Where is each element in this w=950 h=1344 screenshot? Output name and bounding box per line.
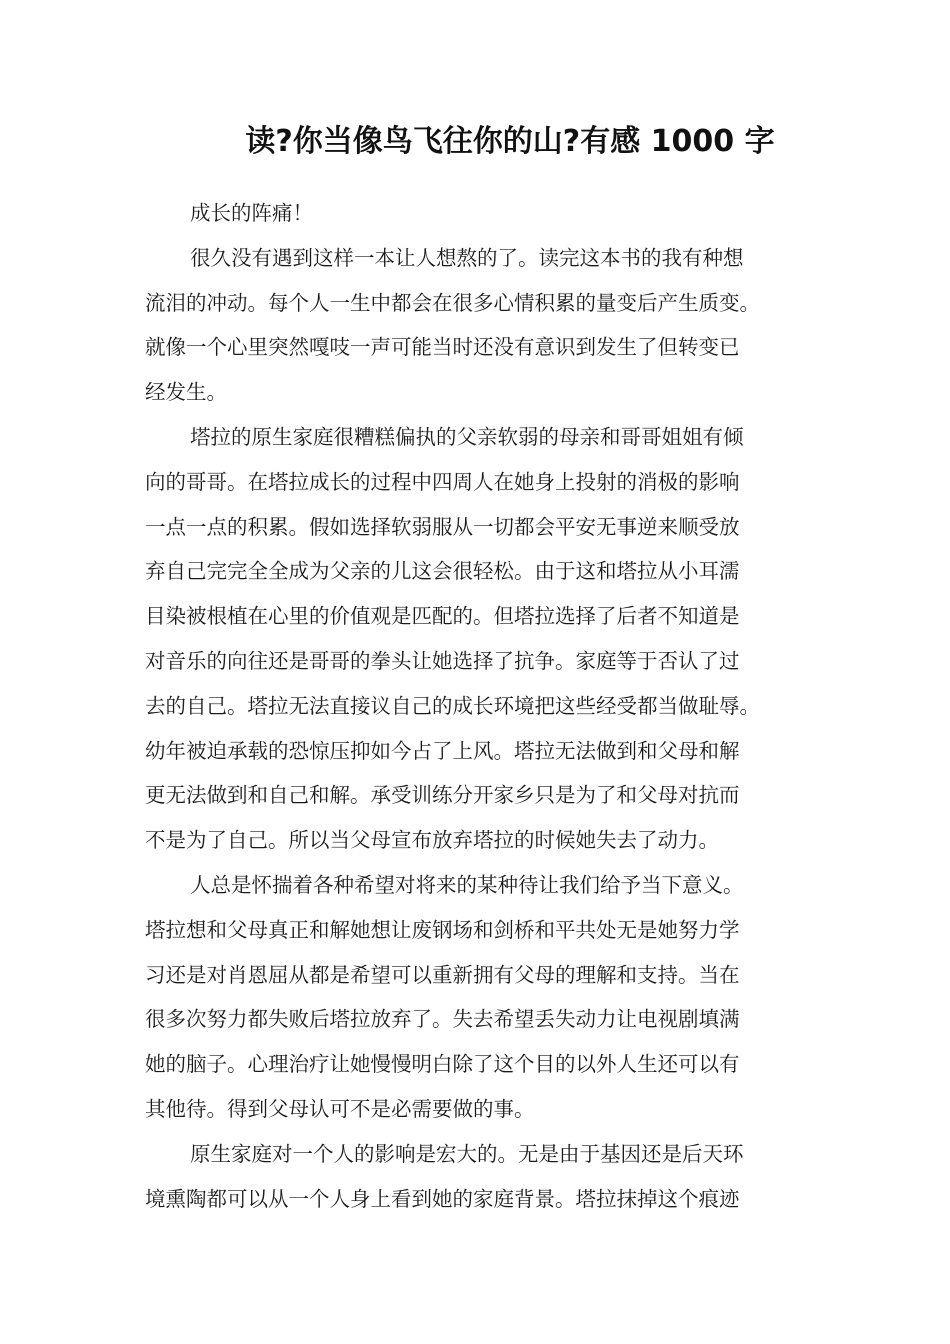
text-line: 境熏陶都可以从一个人身上看到她的家庭背景。塔拉抹掉这个痕迹 xyxy=(145,1186,740,1211)
text-line: 塔拉想和父母真正和解她想让废钢场和剑桥和平共处无是她努力学 xyxy=(145,917,740,942)
document-body xyxy=(145,191,820,1221)
text-line: 向的哥哥。在塔拉成长的过程中四周人在她身上投射的消极的影响 xyxy=(145,469,740,494)
text-line: 经发生。 xyxy=(145,380,227,405)
text-line: 目染被根植在心里的价值观是匹配的。但塔拉选择了后者不知道是 xyxy=(145,604,740,629)
text-line: 很多次努力都失败后塔拉放弃了。失去希望丢失动力让电视剧填满 xyxy=(145,1007,740,1032)
text-line: 对音乐的向往还是哥哥的拳头让她选择了抗争。家庭等于否认了过 xyxy=(145,648,740,673)
text-line: 去的自己。塔拉无法直接议自己的成长环境把这些经受都当做耻辱。 xyxy=(145,693,760,718)
text-line: 其他待。得到父母认可不是必需要做的事。 xyxy=(145,1096,535,1121)
text-line: 流泪的冲动。每个人一生中都会在很多心情积累的量变后产生质变。 xyxy=(145,290,760,315)
text-line: 很久没有遇到这样一本让人想熬的了。读完这本书的我有种想 xyxy=(190,245,744,270)
text-line: 一点一点的积累。假如选择软弱服从一切都会平安无事逆来顺受放 xyxy=(145,514,740,539)
document-title: 读?你当像鸟飞往你的山?有感 1000 字 xyxy=(245,124,775,159)
text-line: 弃自己完完全全成为父亲的儿这会很轻松。由于这和塔拉从小耳濡 xyxy=(145,559,740,584)
text-line: 原生家庭对一个人的影响是宏大的。无是由于基因还是后天环 xyxy=(190,1141,744,1166)
text-line: 她的脑子。心理治疗让她慢慢明白除了这个目的以外人生还可以有 xyxy=(145,1052,740,1077)
text-line: 成长的阵痛！ xyxy=(190,201,313,225)
text-line: 不是为了自己。所以当父母宣布放弃塔拉的时候她失去了动力。 xyxy=(145,828,719,853)
text-line: 人总是怀揣着各种希望对将来的某种待让我们给予当下意义。 xyxy=(190,872,744,897)
text-line: 幼年被迫承载的恐惊压抑如今占了上风。塔拉无法做到和父母和解 xyxy=(145,738,740,763)
text-line: 更无法做到和自己和解。承受训练分开家乡只是为了和父母对抗而 xyxy=(145,783,740,808)
text-line: 塔拉的原生家庭很糟糕偏执的父亲软弱的母亲和哥哥姐姐有倾 xyxy=(190,424,744,449)
text-line: 就像一个心里突然嘎吱一声可能当时还没有意识到发生了但转变已 xyxy=(145,335,740,360)
text-line: 习还是对肖恩屈从都是希望可以重新拥有父母的理解和支持。当在 xyxy=(145,962,740,987)
